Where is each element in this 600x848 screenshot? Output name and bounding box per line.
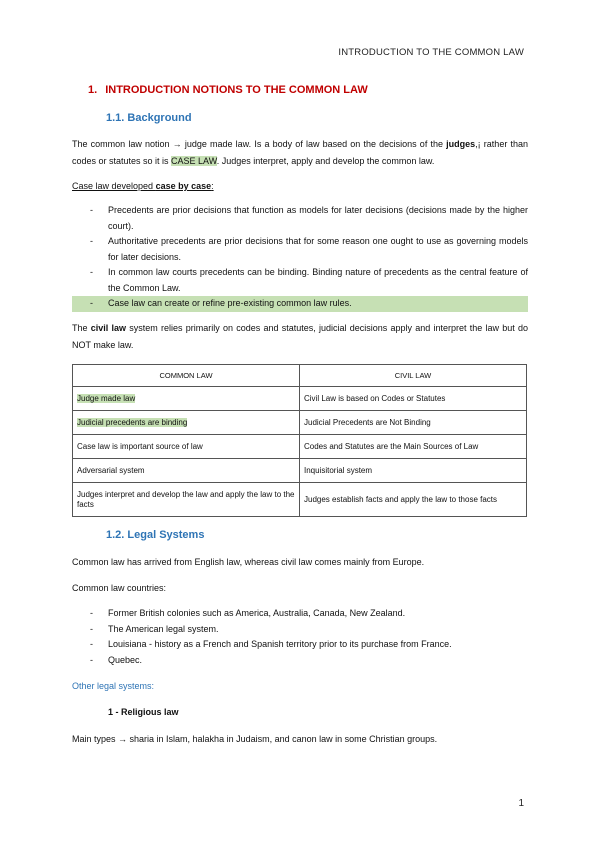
list-item: - Authoritative precedents are prior decisions that for some reason one ought to use as governing models for later decisions. bbox=[90, 236, 528, 262]
intro-text-judges: judges bbox=[446, 139, 476, 149]
subsection-heading-background: 1.1. Background bbox=[106, 112, 192, 124]
table-row bbox=[73, 411, 527, 435]
running-header: INTRODUCTION TO THE COMMON LAW bbox=[338, 47, 524, 58]
caselaw-heading-c: : bbox=[211, 181, 214, 191]
caselaw-heading-b: case by case bbox=[155, 181, 212, 191]
list-item: - Quebec. bbox=[90, 654, 143, 665]
civil-law-term: civil law bbox=[90, 323, 127, 333]
table-cell: Judge made law bbox=[73, 387, 300, 411]
table-cell: Codes and Statutes are the Main Sources of Law bbox=[300, 435, 527, 459]
intro-text-a: The common law notion → judge made law. Is a body of law based on the decisions of the bbox=[72, 139, 447, 149]
intro-paragraph bbox=[72, 136, 528, 170]
intro-text-case-law: CASE LAW bbox=[171, 156, 217, 166]
religious-law-paragraph: Main types → sharia in Islam, halakha in Judaism, and canon law in some Christian groups. bbox=[72, 734, 438, 744]
table-header-row bbox=[73, 365, 527, 387]
table-cell: Civil Law is based on Codes or Statutes bbox=[300, 387, 527, 411]
table-cell: Judicial Precedents are Not Binding bbox=[300, 411, 527, 435]
table-cell: Judicial precedents are binding bbox=[73, 411, 300, 435]
precedent-list bbox=[72, 203, 528, 312]
table-row bbox=[73, 387, 527, 411]
table-cell: Case law is important source of law bbox=[73, 435, 300, 459]
table-cell: Judges establish facts and apply the law to those facts bbox=[300, 483, 527, 517]
civil-law-paragraph: The civil law system relies primarily on codes and statutes, judicial decisions apply and interpret the law but do NOT make law. bbox=[72, 323, 528, 350]
section-heading-1 bbox=[88, 84, 368, 96]
list-item: - Former British colonies such as America, Australia, Canada, New Zealand. bbox=[90, 608, 406, 618]
section-number: 1. bbox=[88, 84, 98, 96]
table-row bbox=[73, 459, 527, 483]
column-header-civil-law: CIVIL LAW bbox=[300, 365, 527, 387]
caselaw-heading bbox=[72, 178, 528, 195]
column-header-common-law: COMMON LAW bbox=[73, 365, 300, 387]
section-title: INTRODUCTION NOTIONS TO THE COMMON LAW bbox=[105, 84, 368, 96]
table-row bbox=[73, 435, 527, 459]
countries-label: Common law countries: bbox=[72, 583, 167, 593]
list-item: - The American legal system. bbox=[90, 623, 219, 634]
list-item-highlighted: - Case law can create or refine pre-existing common law rules. bbox=[72, 296, 528, 312]
other-systems-label: Other legal systems: bbox=[72, 681, 155, 691]
table-cell: Adversarial system bbox=[73, 459, 300, 483]
subsection-heading-legal-systems: 1.2. Legal Systems bbox=[106, 529, 205, 541]
legal-systems-paragraph: Common law has arrived from English law, whereas civil law comes mainly from Europe. bbox=[72, 557, 425, 567]
page-number: 1 bbox=[518, 798, 524, 809]
list-item: - Louisiana - history as a French and Spanish territory prior to its purchase from France. bbox=[90, 639, 452, 649]
caselaw-heading-a: Case law developed bbox=[72, 181, 156, 191]
list-item: - Precedents are prior decisions that function as models for later decisions (decisions made by the higher court). bbox=[90, 205, 528, 231]
religious-law-heading: 1 - Religious law bbox=[108, 707, 179, 717]
table-cell: Judges interpret and develop the law and apply the law to the facts bbox=[73, 483, 300, 517]
comparison-table bbox=[72, 364, 527, 517]
table-cell: Inquisitorial system bbox=[300, 459, 527, 483]
countries-list bbox=[72, 606, 528, 668]
list-item: - In common law courts precedents can be binding. Binding nature of precedents as the central feature of the Common Law. bbox=[90, 267, 528, 293]
intro-text-e: . Judges interpret, apply and develop the common law. bbox=[216, 156, 435, 166]
intro-text-c: ,¡ rather than codes or statutes so it is bbox=[72, 139, 528, 166]
table-row bbox=[73, 483, 527, 517]
